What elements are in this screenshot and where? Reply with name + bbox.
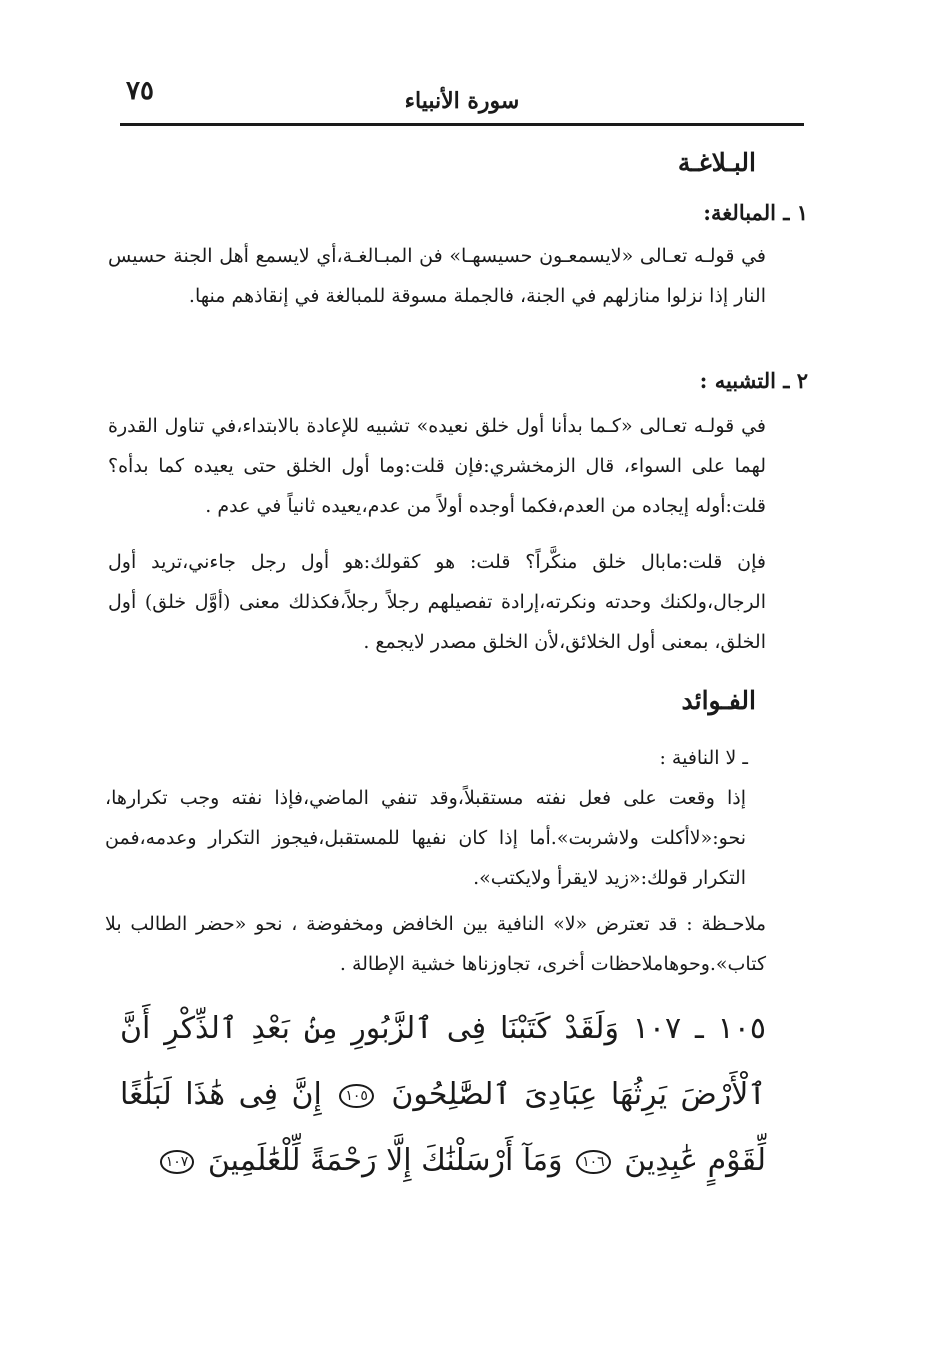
- note-paragraph: ملاحـظة : قد تعترض «لا» النافية بين الخافض ومخفوضة ، نحو «حضر الطالب بلا كتاب».وحوهاملاحظات أخرى، تجاوزناها خشية الإطالة .: [105, 913, 766, 975]
- verse-range: ١٠٥ ـ ١٠٧: [632, 1011, 766, 1046]
- fawaid-heading: الفـوائد: [681, 686, 756, 715]
- page-header: [120, 72, 804, 116]
- ayah-marker-106: ١٠٦: [576, 1150, 611, 1174]
- mubalagha-paragraph: في قولـه تعـالى «لايسمعـون حسيسهـا» فن المبـالغـة،أي لايسمع أهل الجنة حسيس النار إذا نزلوا منازلهم في الجنة، فالجملة مسوقة للمبالغة في إنقاذهم منها.: [108, 245, 766, 307]
- tashbih-paragraph-2: فإن قلت:مابال خلق منكَّراً؟ قلت: هو كقولك:هو أول رجل جاءني،تريد أول الرجال،ولكنك وحدته ونكرته،إرادة تفصيلهم رجلاً رجلاً،فكذلك معنى (أوَّل خلق) أول الخلق، بمعنى أول الخلائق،لأن الخلق مصدر لايجمع .: [108, 551, 766, 653]
- verse-106: إِنَّ فِى هَٰذَا لَبَلَٰغًا لِّقَوْمٍ عَٰبِدِينَ: [120, 1077, 766, 1178]
- verse-107: وَمَآ أَرْسَلْنَٰكَ إِلَّا رَحْمَةً لِّلْعَٰلَمِينَ: [207, 1143, 563, 1178]
- ayah-marker-107: ١٠٧: [160, 1150, 195, 1174]
- tashbih-heading: ٢ ـ التشبيه :: [699, 368, 808, 393]
- la-heading: ـ لا النافية :: [659, 747, 748, 769]
- ayah-marker-105: ١٠٥: [339, 1084, 374, 1108]
- page-number: ٧٥: [126, 76, 154, 106]
- header-rule: [120, 123, 804, 126]
- verse-105: وَلَقَدْ كَتَبْنَا فِى ٱلزَّبُورِ مِنۢ بَعْدِ ٱلذِّكْرِ أَنَّ ٱلْأَرْضَ يَرِثُهَا عِبَادِىَ ٱلصَّٰلِحُونَ: [120, 1011, 766, 1112]
- quran-verses: [120, 996, 766, 1194]
- tashbih-paragraph-1: في قولـه تعـالى «كـما بدأنا أول خلق نعيده» تشبيه للإعادة بالابتداء،في تناول القدرة لهما على السواء، قال الزمخشري:فإن قلت:وما أول الخلق حتى يعيده كما بدأه؟ قلت:أوله إيجاده من العدم،فكما أوجده أولاً من عدم،يعيده ثانياً في عدم .: [108, 415, 766, 517]
- mubalagha-heading: ١ ـ المبالغة:: [703, 200, 808, 225]
- surah-title: سورة الأنبياء: [404, 88, 520, 114]
- balagha-heading: البـلاغـة: [677, 148, 756, 177]
- la-paragraph: إذا وقعت على فعل نفته مستقبلاً،وقد تنفي الماضي،فإذا نفته وجب تكرارها، نحو:«لاأكلت ولاشربت».أما إذا كان نفيها للمستقبل،فيجوز التكرار وعدمه،فمن التكرار قولك:«زيد لايقرأ ولايكتب».: [105, 787, 746, 889]
